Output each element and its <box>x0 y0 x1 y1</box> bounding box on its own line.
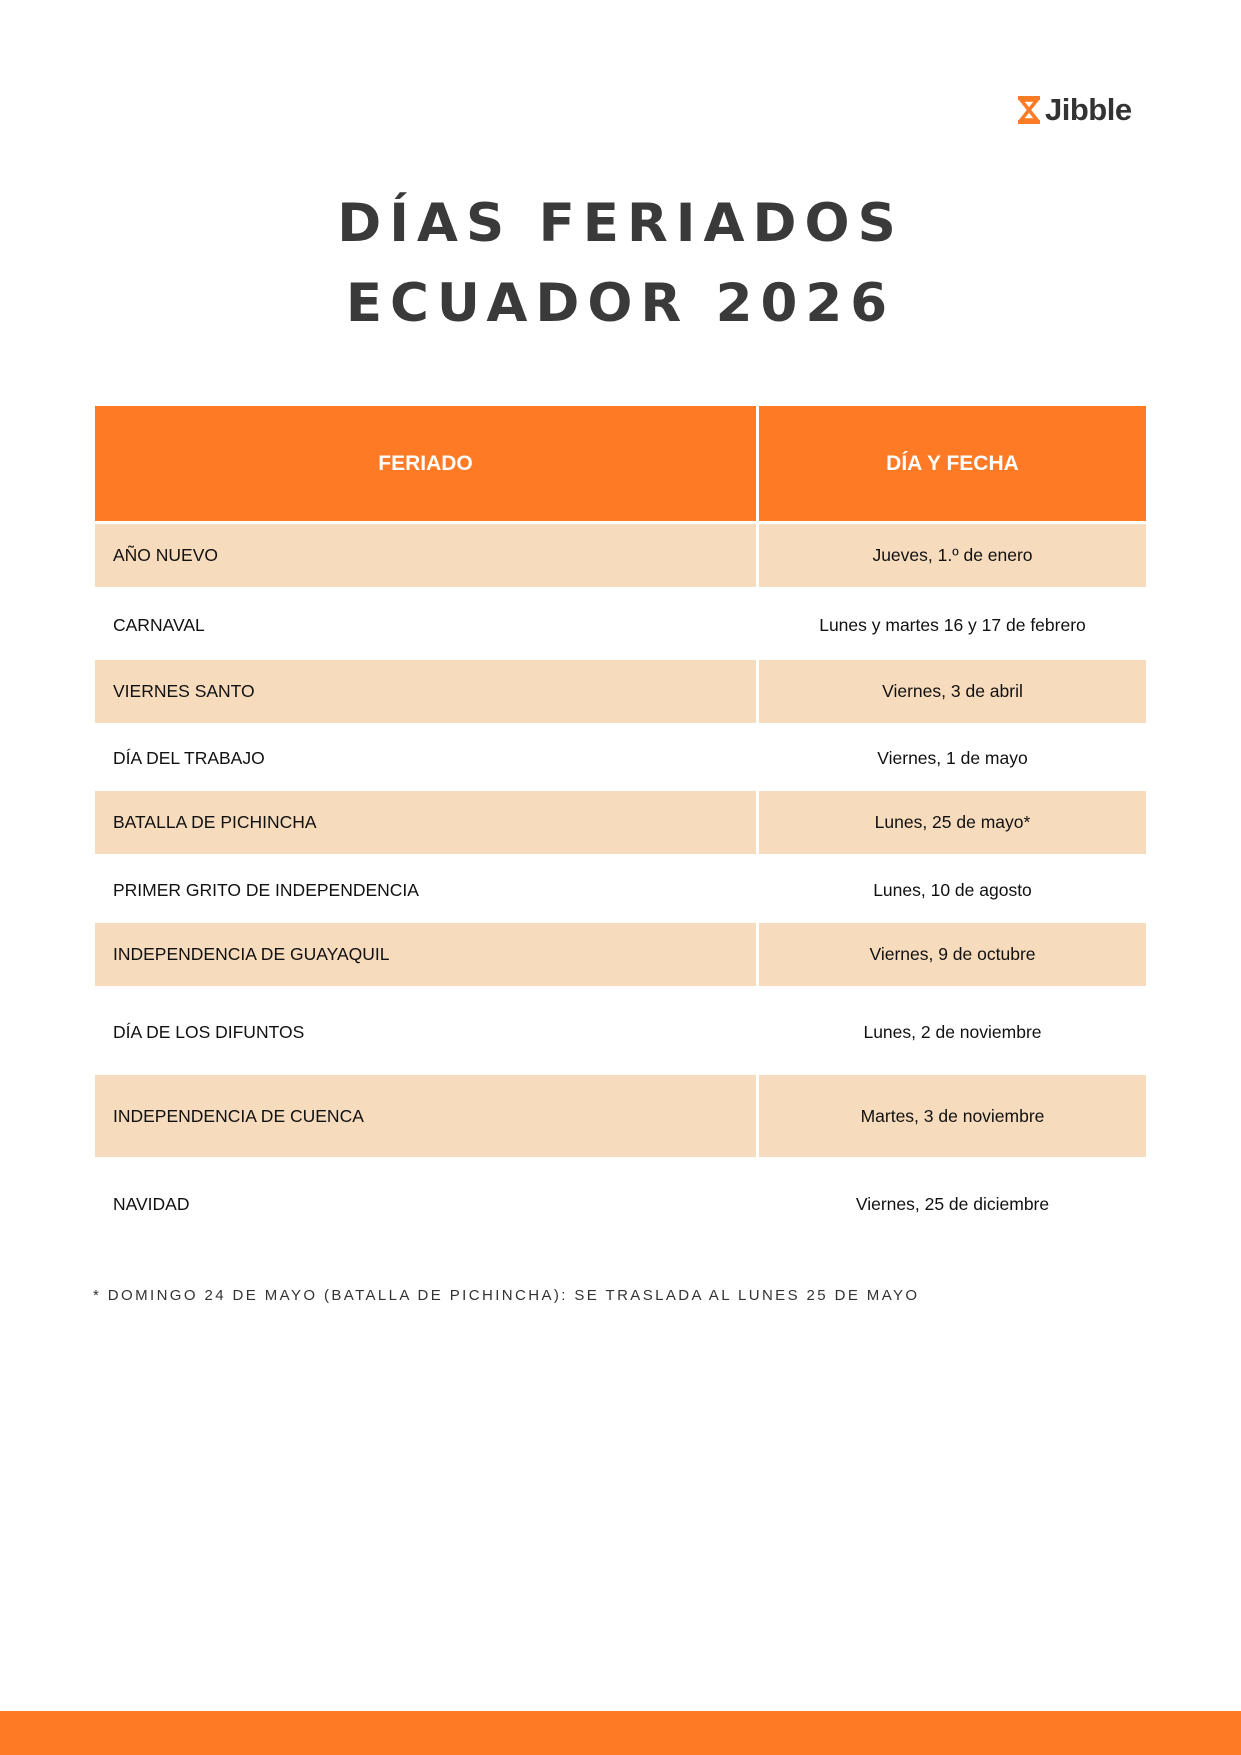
title-line-1: DÍAS FERIADOS <box>337 193 904 254</box>
holiday-date: Martes, 3 de noviembre <box>759 1075 1146 1160</box>
page-title <box>0 184 1241 344</box>
table-row <box>95 791 1146 857</box>
holidays-table <box>95 406 1146 1248</box>
table-row <box>95 857 1146 923</box>
header-date: DÍA Y FECHA <box>759 406 1146 524</box>
table-header-row <box>95 406 1146 524</box>
holiday-date: Viernes, 3 de abril <box>759 660 1146 726</box>
holiday-date: Lunes, 10 de agosto <box>759 857 1146 923</box>
holiday-date: Lunes, 25 de mayo* <box>759 791 1146 857</box>
footnote: * DOMINGO 24 DE MAYO (BATALLA DE PICHINCHA): SE TRASLADA AL LUNES 25 DE MAYO <box>93 1287 920 1304</box>
holiday-name: CARNAVAL <box>95 590 759 660</box>
holiday-date: Viernes, 9 de octubre <box>759 923 1146 989</box>
holiday-name: AÑO NUEVO <box>95 524 759 590</box>
holiday-name: INDEPENDENCIA DE GUAYAQUIL <box>95 923 759 989</box>
table-row <box>95 660 1146 726</box>
table-row <box>95 989 1146 1075</box>
table-row <box>95 1160 1146 1248</box>
table-row <box>95 524 1146 590</box>
holiday-name: DÍA DE LOS DIFUNTOS <box>95 989 759 1075</box>
footer-bar <box>0 1711 1241 1755</box>
holiday-name: PRIMER GRITO DE INDEPENDENCIA <box>95 857 759 923</box>
jibble-logo <box>1018 92 1132 128</box>
holiday-name: DÍA DEL TRABAJO <box>95 726 759 791</box>
title-line-2: ECUADOR 2026 <box>345 273 896 334</box>
hourglass-icon <box>1018 96 1040 124</box>
holiday-date: Viernes, 25 de diciembre <box>759 1160 1146 1248</box>
holiday-name: NAVIDAD <box>95 1160 759 1248</box>
holiday-name: BATALLA DE PICHINCHA <box>95 791 759 857</box>
holiday-date: Viernes, 1 de mayo <box>759 726 1146 791</box>
table-row <box>95 1075 1146 1160</box>
holiday-date: Lunes, 2 de noviembre <box>759 989 1146 1075</box>
logo-text: Jibble <box>1045 92 1132 127</box>
table-row <box>95 726 1146 791</box>
holiday-name: VIERNES SANTO <box>95 660 759 726</box>
holiday-date: Jueves, 1.º de enero <box>759 524 1146 590</box>
table-row <box>95 590 1146 660</box>
table-row <box>95 923 1146 989</box>
holiday-date: Lunes y martes 16 y 17 de febrero <box>759 590 1146 660</box>
header-holiday: FERIADO <box>95 406 759 524</box>
holiday-name: INDEPENDENCIA DE CUENCA <box>95 1075 759 1160</box>
